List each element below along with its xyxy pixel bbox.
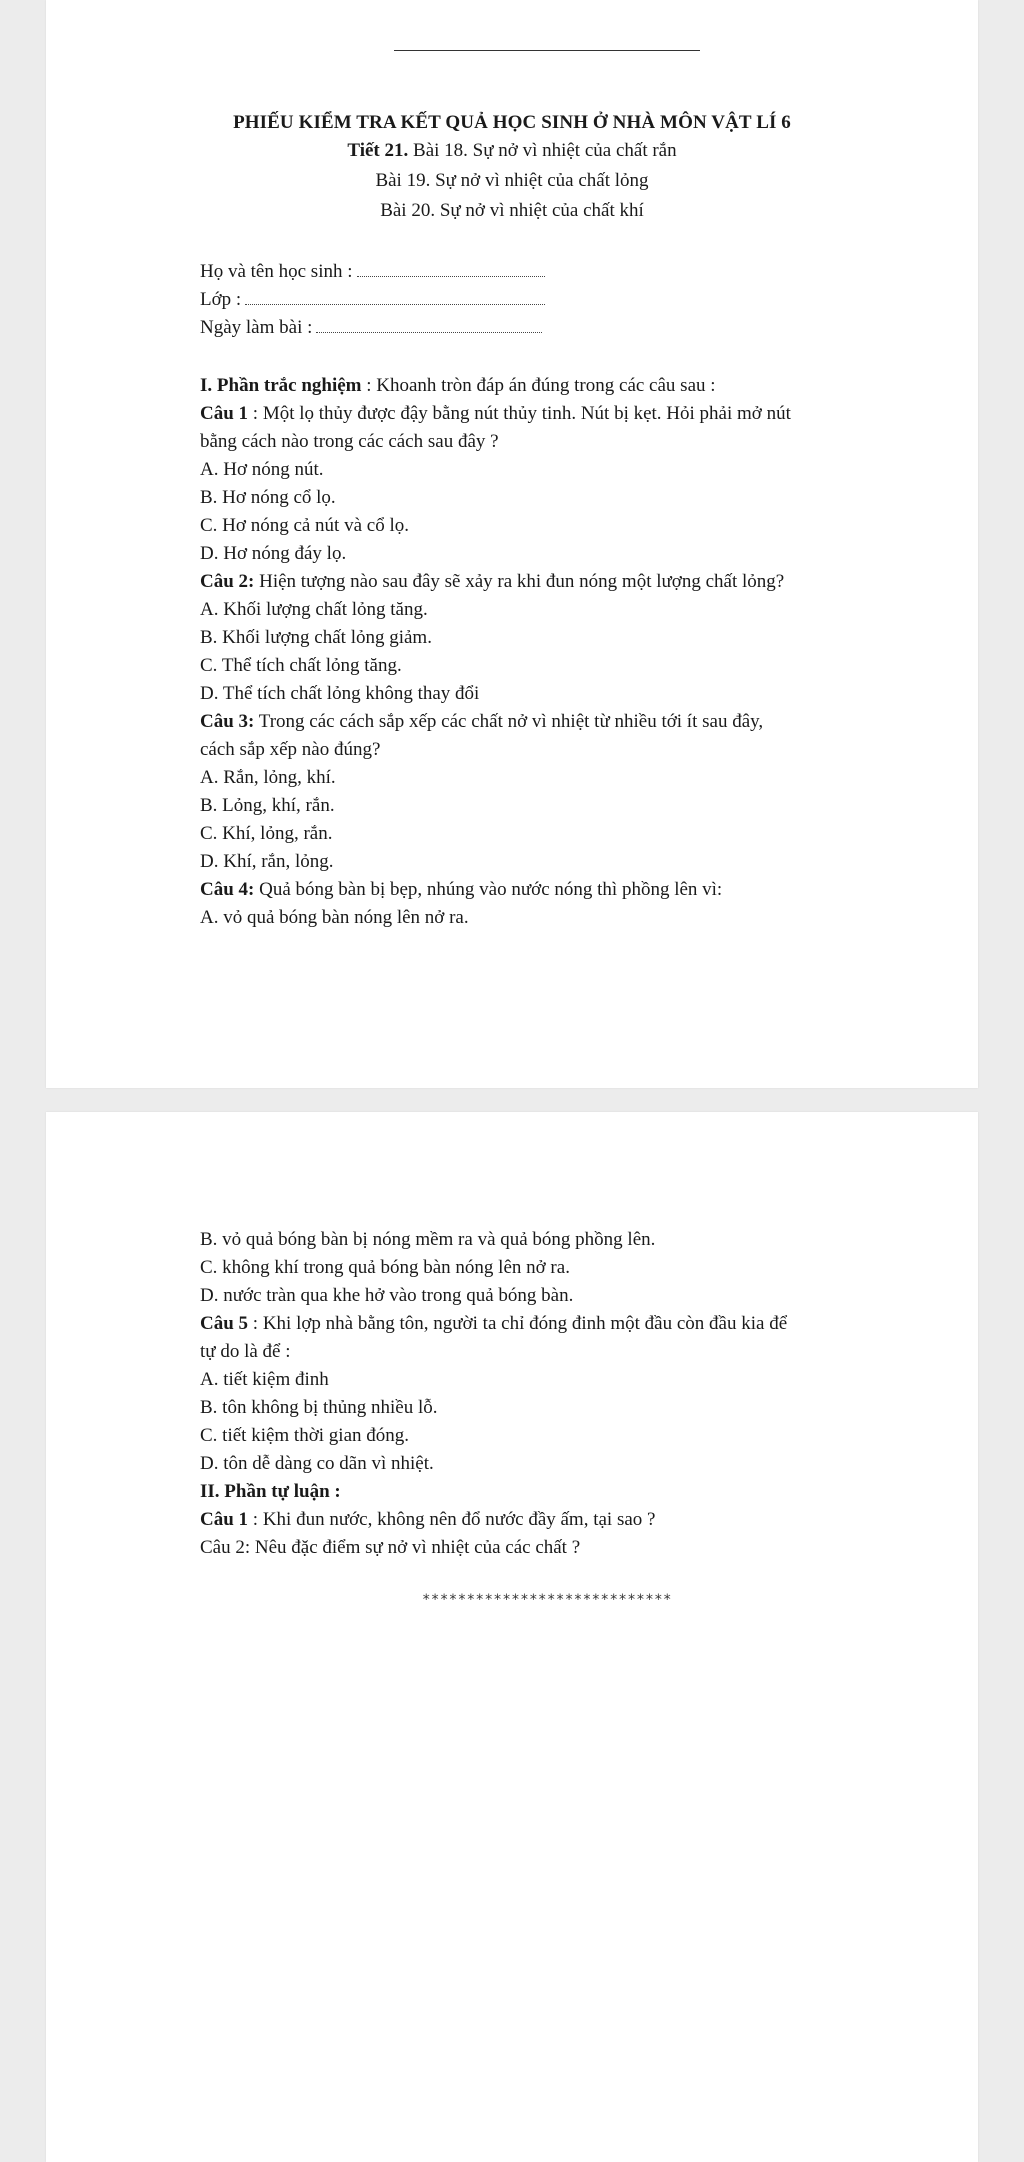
question-4-option-a: A. vỏ quả bóng bàn nóng lên nở ra. xyxy=(200,907,469,928)
lesson-line-2: Bài 19. Sự nở vì nhiệt của chất lỏng xyxy=(375,170,649,191)
question-2-option-c: C. Thể tích chất lỏng tăng. xyxy=(200,655,402,676)
question-5-option-d: D. tôn dễ dàng co dãn vì nhiệt. xyxy=(200,1453,434,1474)
question-1-option-b: B. Hơ nóng cổ lọ. xyxy=(200,487,336,508)
question-5-line-2: tự do là để : xyxy=(200,1341,291,1362)
name-fill-line xyxy=(357,276,545,277)
question-2-label: Câu 2: xyxy=(200,571,255,592)
question-3-option-b: B. Lỏng, khí, rắn. xyxy=(200,795,335,816)
lesson-1-text: Bài 18. Sự nở vì nhiệt của chất rắn xyxy=(408,140,677,161)
question-2-line xyxy=(200,568,940,596)
class-fill-line xyxy=(245,304,545,305)
question-1-option-c: C. Hơ nóng cả nút và cổ lọ. xyxy=(200,515,409,536)
question-1-text: : Một lọ thủy được đậy bằng nút thủy tinh. Nút bị kẹt. Hỏi phải mở nút xyxy=(248,403,791,424)
question-1-line-1 xyxy=(200,400,940,428)
document-page-2 xyxy=(46,1112,978,2162)
part1-instruction: : Khoanh tròn đáp án đúng trong các câu sau : xyxy=(361,375,716,396)
question-4-option-c: C. không khí trong quả bóng bàn nóng lên nở ra. xyxy=(200,1257,570,1278)
lesson-line-3: Bài 20. Sự nở vì nhiệt của chất khí xyxy=(380,200,644,221)
question-1-option-d: D. Hơ nóng đáy lọ. xyxy=(200,543,347,564)
question-4-line xyxy=(200,876,940,904)
question-3-text: Trong các cách sắp xếp các chất nở vì nhiệt từ nhiều tới ít sau đây, xyxy=(254,711,764,732)
essay-question-1 xyxy=(200,1506,940,1534)
question-5-option-c: C. tiết kiệm thời gian đóng. xyxy=(200,1425,409,1446)
essay-question-2: Câu 2: Nêu đặc điểm sự nở vì nhiệt của các chất ? xyxy=(200,1537,581,1558)
question-5-option-a: A. tiết kiệm đinh xyxy=(200,1369,329,1390)
question-3-option-d: D. Khí, rắn, lỏng. xyxy=(200,851,334,872)
student-class-label: Lớp : xyxy=(200,289,242,310)
question-3-line-2: cách sắp xếp nào đúng? xyxy=(200,739,381,760)
top-rule xyxy=(394,50,700,51)
date-label: Ngày làm bài : xyxy=(200,317,313,338)
date-row xyxy=(200,314,940,342)
question-4-text: Quả bóng bàn bị bẹp, nhúng vào nước nóng thì phồng lên vì: xyxy=(254,879,723,900)
student-name-row xyxy=(200,258,940,286)
question-2-option-d: D. Thể tích chất lỏng không thay đổi xyxy=(200,683,480,704)
student-name-label: Họ và tên học sinh : xyxy=(200,261,353,282)
question-3-option-a: A. Rắn, lỏng, khí. xyxy=(200,767,336,788)
question-3-label: Câu 3: xyxy=(200,711,255,732)
question-2-text: Hiện tượng nào sau đây sẽ xảy ra khi đun nóng một lượng chất lỏng? xyxy=(254,571,785,592)
lesson-prefix: Tiết 21. xyxy=(347,140,409,161)
part1-heading xyxy=(200,372,940,400)
question-5-text: : Khi lợp nhà bằng tôn, người ta chỉ đóng đinh một đầu còn đầu kia để xyxy=(248,1313,788,1334)
question-1-label: Câu 1 xyxy=(200,403,249,424)
question-5-option-b: B. tôn không bị thủng nhiều lỗ. xyxy=(200,1397,438,1418)
end-stars-divider: **************************** xyxy=(421,1592,672,1608)
question-3-line-1 xyxy=(200,708,940,736)
question-4-option-d: D. nước tràn qua khe hở vào trong quả bóng bàn. xyxy=(200,1285,574,1306)
document-title: PHIẾU KIỂM TRA KẾT QUẢ HỌC SINH Ở NHÀ MÔN VẬT LÍ 6 xyxy=(233,112,791,133)
question-5-label: Câu 5 xyxy=(200,1313,249,1334)
question-5-line-1 xyxy=(200,1310,940,1338)
question-4-label: Câu 4: xyxy=(200,879,255,900)
student-class-row xyxy=(200,286,940,314)
lesson-line-1 xyxy=(46,140,978,162)
question-2-option-a: A. Khối lượng chất lỏng tăng. xyxy=(200,599,428,620)
part1-title: I. Phần trắc nghiệm xyxy=(200,375,362,396)
question-3-option-c: C. Khí, lỏng, rắn. xyxy=(200,823,333,844)
question-1-option-a: A. Hơ nóng nút. xyxy=(200,459,324,480)
date-fill-line xyxy=(316,332,542,333)
essay-question-1-text: : Khi đun nước, không nên đổ nước đầy ấm, tại sao ? xyxy=(248,1509,656,1530)
document-page-1 xyxy=(46,0,978,1088)
question-2-option-b: B. Khối lượng chất lỏng giảm. xyxy=(200,627,432,648)
question-1-line-2: bằng cách nào trong các cách sau đây ? xyxy=(200,431,499,452)
part2-heading: II. Phần tự luận : xyxy=(200,1481,341,1502)
essay-question-1-label: Câu 1 xyxy=(200,1509,249,1530)
question-4-option-b: B. vỏ quả bóng bàn bị nóng mềm ra và quả bóng phồng lên. xyxy=(200,1229,656,1250)
